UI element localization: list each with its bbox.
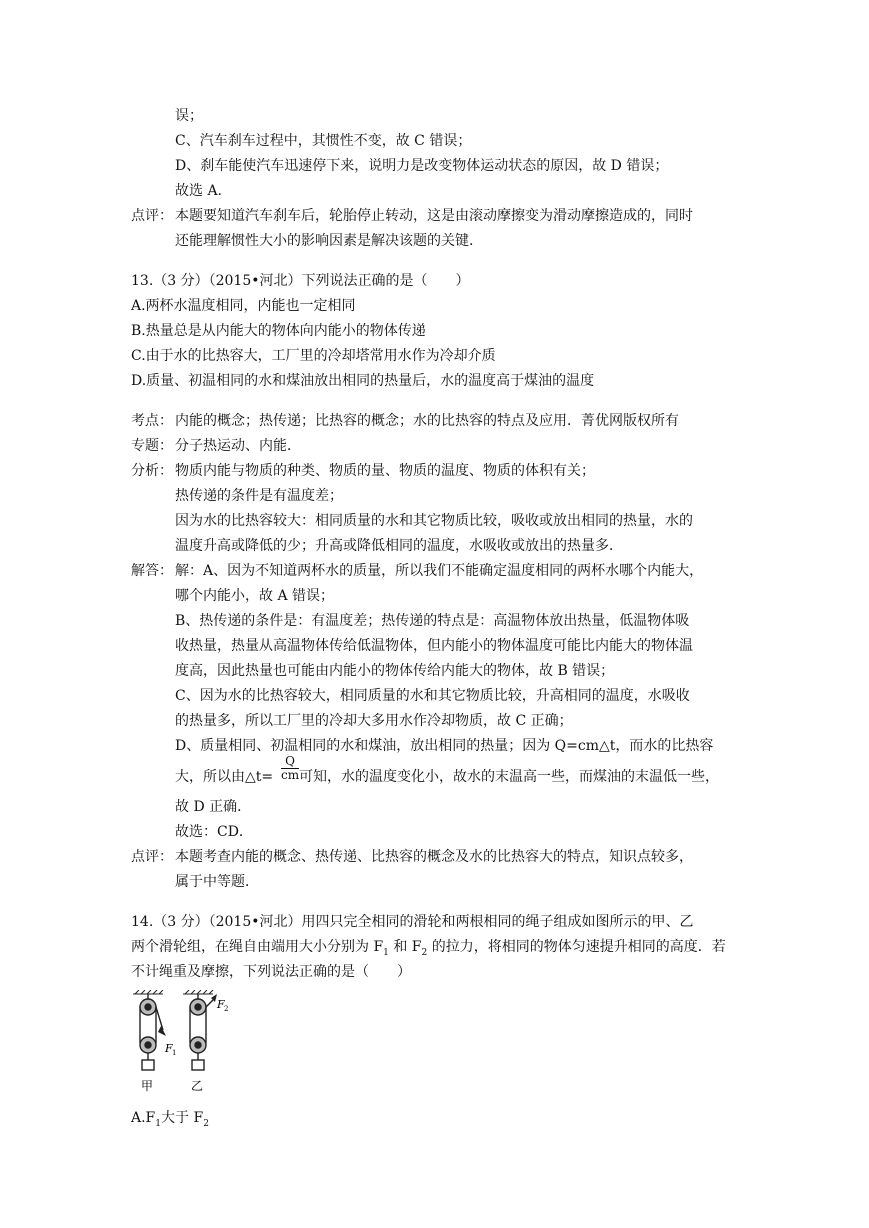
option-b: B.热量总是从内能大的物体向内能小的物体传递: [131, 323, 426, 339]
pulley-system-yi: [190, 994, 217, 1070]
force-label-f2: F: [217, 998, 225, 1011]
dianping-label: 点评：: [131, 849, 173, 865]
question-14-stem-line2: [131, 937, 726, 963]
kaodian-text: 内能的概念；热传递；比热容的概念；水的比热容的特点及应用．菁优网版权所有: [175, 413, 679, 429]
zhuanti-text: 分子热运动、内能．: [175, 438, 301, 454]
jieda-line: 故 D 正确．: [175, 799, 252, 815]
force-label-f1-sub: 1: [172, 1049, 177, 1057]
fraction-denominator: cm: [281, 768, 300, 782]
stem-part: 和 F: [388, 939, 422, 955]
fenxi-line: 因为水的比热容较大：相同质量的水和其它物质比较，吸收或放出相同的热量，水的: [175, 513, 693, 529]
dianping-line: 属于中等题．: [175, 874, 259, 890]
fenxi-label: 分析：: [131, 463, 173, 479]
jieda-line: 的热量多，所以工厂里的冷却大多用水作冷却物质，故 C 正确；: [175, 713, 573, 729]
dianping-line: 本题考查内能的概念、热传递、比热容的概念及水的比热容大的特点，知识点较多，: [175, 849, 693, 865]
fenxi-line: 温度升高或降低的少；升高或降低相同的温度，水吸收或放出的热量多．: [175, 538, 623, 554]
text-line: C、汽车刹车过程中，其惯性不变，故 C 错误；: [175, 133, 472, 149]
force-label-f1: F: [165, 1042, 173, 1055]
jieda-line-pre: 大，所以由△t=: [175, 769, 274, 785]
jieda-label: 解答：: [131, 563, 173, 579]
question-14-stem: 14.（3 分）（2015•河北）用四只完全相同的滑轮和两根相同的绳子组成如图所示的甲、乙: [131, 914, 694, 930]
option-a: A.两杯水温度相同，内能也一定相同: [131, 298, 356, 314]
pulley-figure: [125, 990, 245, 1100]
subscript: 2: [421, 947, 428, 958]
option-part: A.F: [131, 1110, 156, 1126]
kaodian-label: 考点：: [131, 413, 173, 429]
ceiling-right: [183, 990, 213, 994]
jieda-line-post: 可知，水的温度变化小，故水的末温高一些，而煤油的末温低一些，: [299, 769, 719, 785]
question-14-stem-line3: 不计绳重及摩擦，下列说法正确的是（ ）: [131, 964, 411, 980]
text-line: 本题要知道汽车刹车后，轮胎停止转动，这是由滚动摩擦变为滑动摩擦造成的，同时: [175, 208, 693, 224]
subscript: 2: [203, 1118, 209, 1129]
q14-option-a: [131, 1108, 209, 1134]
stem-part: 的拉力，将相同的物体匀速提升相同的高度．若: [427, 939, 726, 955]
jieda-line: D、质量相同、初温相同的水和煤油，放出相同的热量；因为 Q=cm△t，而水的比热容: [175, 738, 714, 754]
fraction-numerator: Q: [281, 755, 299, 769]
subscript: 1: [155, 1118, 162, 1129]
text-line: D、刹车能使汽车迅速停下来，说明力是改变物体运动状态的原因，故 D 错误；: [175, 158, 669, 174]
option-c: C.由于水的比热容大，工厂里的冷却塔常用水作为冷却介质: [131, 348, 496, 364]
fenxi-line: 热传递的条件是有温度差；: [175, 488, 343, 504]
jieda-line: 度高，因此热量也可能由内能小的物体传给内能大的物体，故 B 错误；: [175, 663, 615, 679]
subscript: 1: [383, 947, 389, 958]
question-13-stem: 13.（3 分）（2015•河北）下列说法正确的是（ ）: [131, 273, 470, 289]
force-label-f2-sub: 2: [224, 1005, 229, 1013]
stem-part: 两个滑轮组，在绳自由端用大小分别为 F: [131, 939, 384, 955]
fraction-q-over-cm: [281, 755, 299, 782]
text-line: 误；: [175, 108, 203, 124]
review-label: 点评：: [131, 208, 173, 224]
text-line: 故选 A.: [175, 183, 223, 199]
jieda-line: 收热量，热量从高温物体传给低温物体，但内能小的物体温度可能比内能大的物体温: [175, 638, 693, 654]
option-part: 大于 F: [161, 1110, 204, 1126]
option-d: D.质量、初温相同的水和煤油放出相同的热量后，水的温度高于煤油的温度: [131, 373, 595, 389]
jieda-line: 哪个内能小，故 A 错误；: [175, 588, 335, 604]
jieda-line: B、热传递的条件是：有温度差；热传递的特点是：高温物体放出热量，低温物体吸: [175, 613, 690, 629]
jieda-line: 解：A、因为不知道两杯水的质量，所以我们不能确定温度相同的两杯水哪个内能大，: [175, 563, 704, 579]
pulley-system-jia: [140, 994, 166, 1070]
fenxi-line: 物质内能与物质的种类、物质的量、物质的温度、物质的体积有关；: [175, 463, 595, 479]
jieda-line: C、因为水的比热容较大，相同质量的水和其它物质比较，升高相同的温度，水吸收: [175, 688, 690, 704]
text-line: 还能理解惯性大小的影响因素是解决该题的关键.: [175, 233, 474, 249]
figure-label-yi: 乙: [191, 1079, 204, 1093]
figure-label-jia: 甲: [141, 1079, 154, 1093]
jieda-line: 故选：CD．: [175, 824, 253, 840]
zhuanti-label: 专题：: [131, 438, 173, 454]
ceiling-left: [133, 990, 163, 994]
